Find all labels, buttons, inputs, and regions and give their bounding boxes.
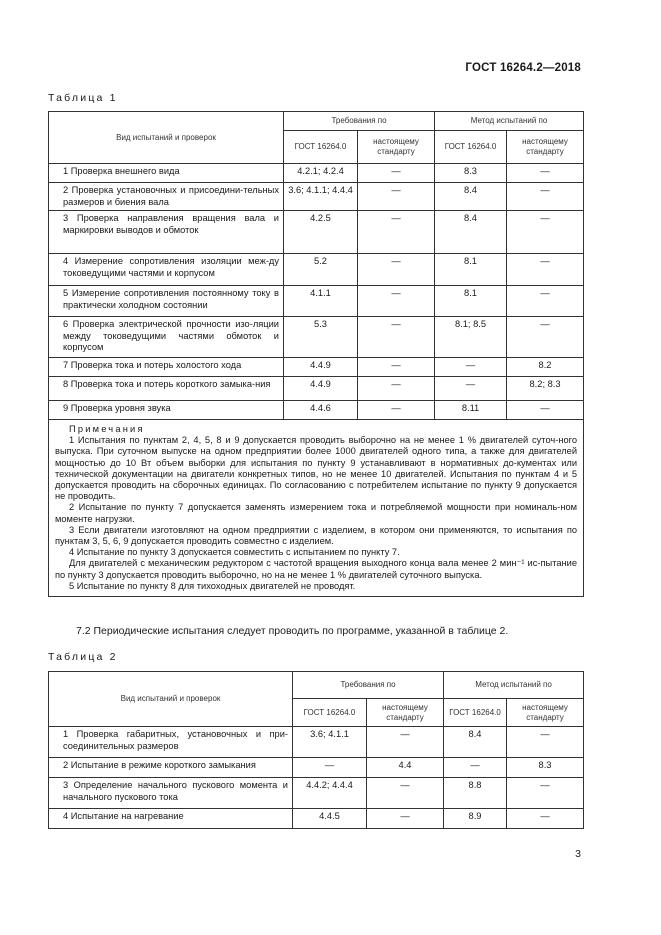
table-row	[49, 164, 584, 183]
table-row	[49, 254, 584, 286]
requirement-standard-cell: —	[358, 254, 435, 286]
note-item: 1 Испытания по пунктам 2, 4, 5, 8 и 9 допускается проводить выборочно на не менее 1 % двигателей суточ-ного выпуска. При суточном выпуске на одном предприятии более 1000 двигателей одного типа, а также для двигателей мощностью до 10 Вт объем выборки для испытания по пункту 9 устанавливают в нормативных до-кументах или технической документации на двигатели конкретных типов, но не менее 10 двигателей. Испытания по пунктам 4 и 5 допускается проводить на сборочных единицах. По согласованию с потребителем испытание по пункту 9 допускается не проводить.	[55, 435, 578, 502]
table-row	[49, 358, 584, 377]
method-standard-cell: —	[507, 254, 584, 286]
method-standard-cell: 8.3	[507, 758, 584, 778]
test-name-cell: 5 Измерение сопротивления постоянному току в практически холодном состоянии	[49, 286, 284, 317]
method-gost-cell: —	[444, 758, 507, 778]
requirement-gost-cell: 3.6; 4.1.1; 4.4.4	[284, 183, 358, 211]
table1-notes	[49, 420, 584, 597]
requirement-gost-cell: 4.4.5	[293, 809, 367, 829]
requirement-standard-cell: —	[358, 317, 435, 358]
test-name-cell: 1 Проверка внешнего вида	[49, 164, 284, 183]
test-name-cell: 3 Определение начального пускового момента и начального пускового тока	[49, 778, 293, 809]
requirement-gost-cell: —	[293, 758, 367, 778]
subheader-standard: настоящему стандарту	[367, 699, 444, 727]
subheader-standard: настоящему стандарту	[358, 131, 435, 164]
table1-caption: Таблица 1	[48, 92, 118, 104]
requirement-gost-cell: 4.4.9	[284, 358, 358, 377]
subheader-gost: ГОСТ 16264.0	[284, 131, 358, 164]
method-gost-cell: 8.4	[435, 183, 507, 211]
note-item: 2 Испытание по пункту 7 допускается заменять измерением тока и потребляемой мощности при номиналь-ном моменте нагрузки.	[55, 502, 578, 524]
test-name-cell: 7 Проверка тока и потерь холостого хода	[49, 358, 284, 377]
table-row	[49, 727, 584, 758]
method-gost-cell: 8.3	[435, 164, 507, 183]
requirement-gost-cell: 5.2	[284, 254, 358, 286]
table2	[48, 671, 584, 829]
subheader-standard-method: настоящему стандарту	[507, 131, 584, 164]
col-header-type: Вид испытаний и проверок	[49, 672, 293, 727]
requirement-standard-cell: —	[358, 358, 435, 377]
method-gost-cell: —	[435, 377, 507, 401]
test-name-cell: 1 Проверка габаритных, установочных и при-соединительных размеров	[49, 727, 293, 758]
table-row	[49, 377, 584, 401]
method-gost-cell: 8.1	[435, 254, 507, 286]
col-header-requirements: Требования по	[284, 112, 435, 131]
method-standard-cell: 8.2	[507, 358, 584, 377]
method-standard-cell: —	[507, 778, 584, 809]
note-item: Для двигателей с механическим редуктором с частотой вращения выходного конца вала менее 2 мин⁻¹ ис-пытание по пункту 3 допускается проводить выборочно, но на не менее 1 % двигателей суточного выпуска.	[55, 558, 578, 580]
table-row	[49, 317, 584, 358]
page-number: 3	[575, 848, 581, 860]
method-standard-cell: —	[507, 211, 584, 254]
subheader-gost-method: ГОСТ 16264.0	[435, 131, 507, 164]
requirement-gost-cell: 3.6; 4.1.1	[293, 727, 367, 758]
table-row	[49, 778, 584, 809]
table-row	[49, 401, 584, 420]
table2-caption: Таблица 2	[48, 651, 118, 663]
method-gost-cell: 8.1	[435, 286, 507, 317]
method-standard-cell: —	[507, 317, 584, 358]
test-name-cell: 2 Проверка установочных и присоедини-тельных размеров и биения вала	[49, 183, 284, 211]
method-gost-cell: 8.9	[444, 809, 507, 829]
col-header-requirements: Требования по	[293, 672, 444, 699]
requirement-gost-cell: 4.2.5	[284, 211, 358, 254]
col-header-type: Вид испытаний и проверок	[49, 112, 284, 164]
subheader-gost: ГОСТ 16264.0	[293, 699, 367, 727]
requirement-standard-cell: 4.4	[367, 758, 444, 778]
requirement-standard-cell: —	[367, 809, 444, 829]
col-header-method: Метод испытаний по	[444, 672, 584, 699]
test-name-cell: 9 Проверка уровня звука	[49, 401, 284, 420]
subheader-gost-method: ГОСТ 16264.0	[444, 699, 507, 727]
method-standard-cell: —	[507, 401, 584, 420]
requirement-gost-cell: 5.3	[284, 317, 358, 358]
table-row	[49, 183, 584, 211]
method-gost-cell: 8.1; 8.5	[435, 317, 507, 358]
requirement-standard-cell: —	[367, 727, 444, 758]
method-gost-cell: —	[435, 358, 507, 377]
test-name-cell: 3 Проверка направления вращения вала и маркировки выводов и обмоток	[49, 211, 284, 254]
method-standard-cell: —	[507, 183, 584, 211]
method-gost-cell: 8.11	[435, 401, 507, 420]
col-header-method: Метод испытаний по	[435, 112, 584, 131]
requirement-standard-cell: —	[358, 377, 435, 401]
method-standard-cell: —	[507, 286, 584, 317]
requirement-standard-cell: —	[358, 164, 435, 183]
test-name-cell: 4 Измерение сопротивления изоляции меж-ду токоведущими частями и корпусом	[49, 254, 284, 286]
test-name-cell: 8 Проверка тока и потерь короткого замыка-ния	[49, 377, 284, 401]
document-id: ГОСТ 16264.2—2018	[465, 62, 581, 74]
paragraph-7-2: 7.2 Периодические испытания следует проводить по программе, указанной в таблице 2.	[76, 625, 509, 637]
method-standard-cell: —	[507, 164, 584, 183]
method-standard-cell: —	[507, 809, 584, 829]
method-standard-cell: —	[507, 727, 584, 758]
test-name-cell: 4 Испытание на нагревание	[49, 809, 293, 829]
note-item: 3 Если двигатели изготовляют на одном предприятии с изделием, в котором они применяются, то испытания по пунктам 3, 5, 6, 9 допускается проводить совместно с изделием.	[55, 524, 578, 547]
requirement-standard-cell: —	[358, 183, 435, 211]
notes-title: Примечания	[69, 424, 145, 434]
requirement-standard-cell: —	[358, 211, 435, 254]
method-gost-cell: 8.4	[444, 727, 507, 758]
table-row	[49, 809, 584, 829]
method-gost-cell: 8.4	[435, 211, 507, 254]
test-name-cell: 6 Проверка электрической прочности изо-ляции между токоведущими частями обмоток и корпусом	[49, 317, 284, 358]
requirement-gost-cell: 4.4.9	[284, 377, 358, 401]
method-standard-cell: 8.2; 8.3	[507, 377, 584, 401]
note-item: 4 Испытание по пункту 3 допускается совместить с испытанием по пункту 7.	[69, 547, 400, 558]
method-gost-cell: 8.8	[444, 778, 507, 809]
requirement-standard-cell: —	[367, 778, 444, 809]
table-row	[49, 286, 584, 317]
requirement-gost-cell: 4.4.2; 4.4.4	[293, 778, 367, 809]
subheader-standard-method: настоящему стандарту	[507, 699, 584, 727]
note-item: 5 Испытание по пункту 8 для тихоходных двигателей не проводят.	[69, 580, 356, 591]
requirement-gost-cell: 4.1.1	[284, 286, 358, 317]
requirement-standard-cell: —	[358, 401, 435, 420]
requirement-gost-cell: 4.4.6	[284, 401, 358, 420]
requirement-standard-cell: —	[358, 286, 435, 317]
table-row	[49, 758, 584, 778]
requirement-gost-cell: 4.2.1; 4.2.4	[284, 164, 358, 183]
table1	[48, 111, 584, 597]
test-name-cell: 2 Испытание в режиме короткого замыкания	[49, 758, 293, 778]
table-row	[49, 211, 584, 254]
